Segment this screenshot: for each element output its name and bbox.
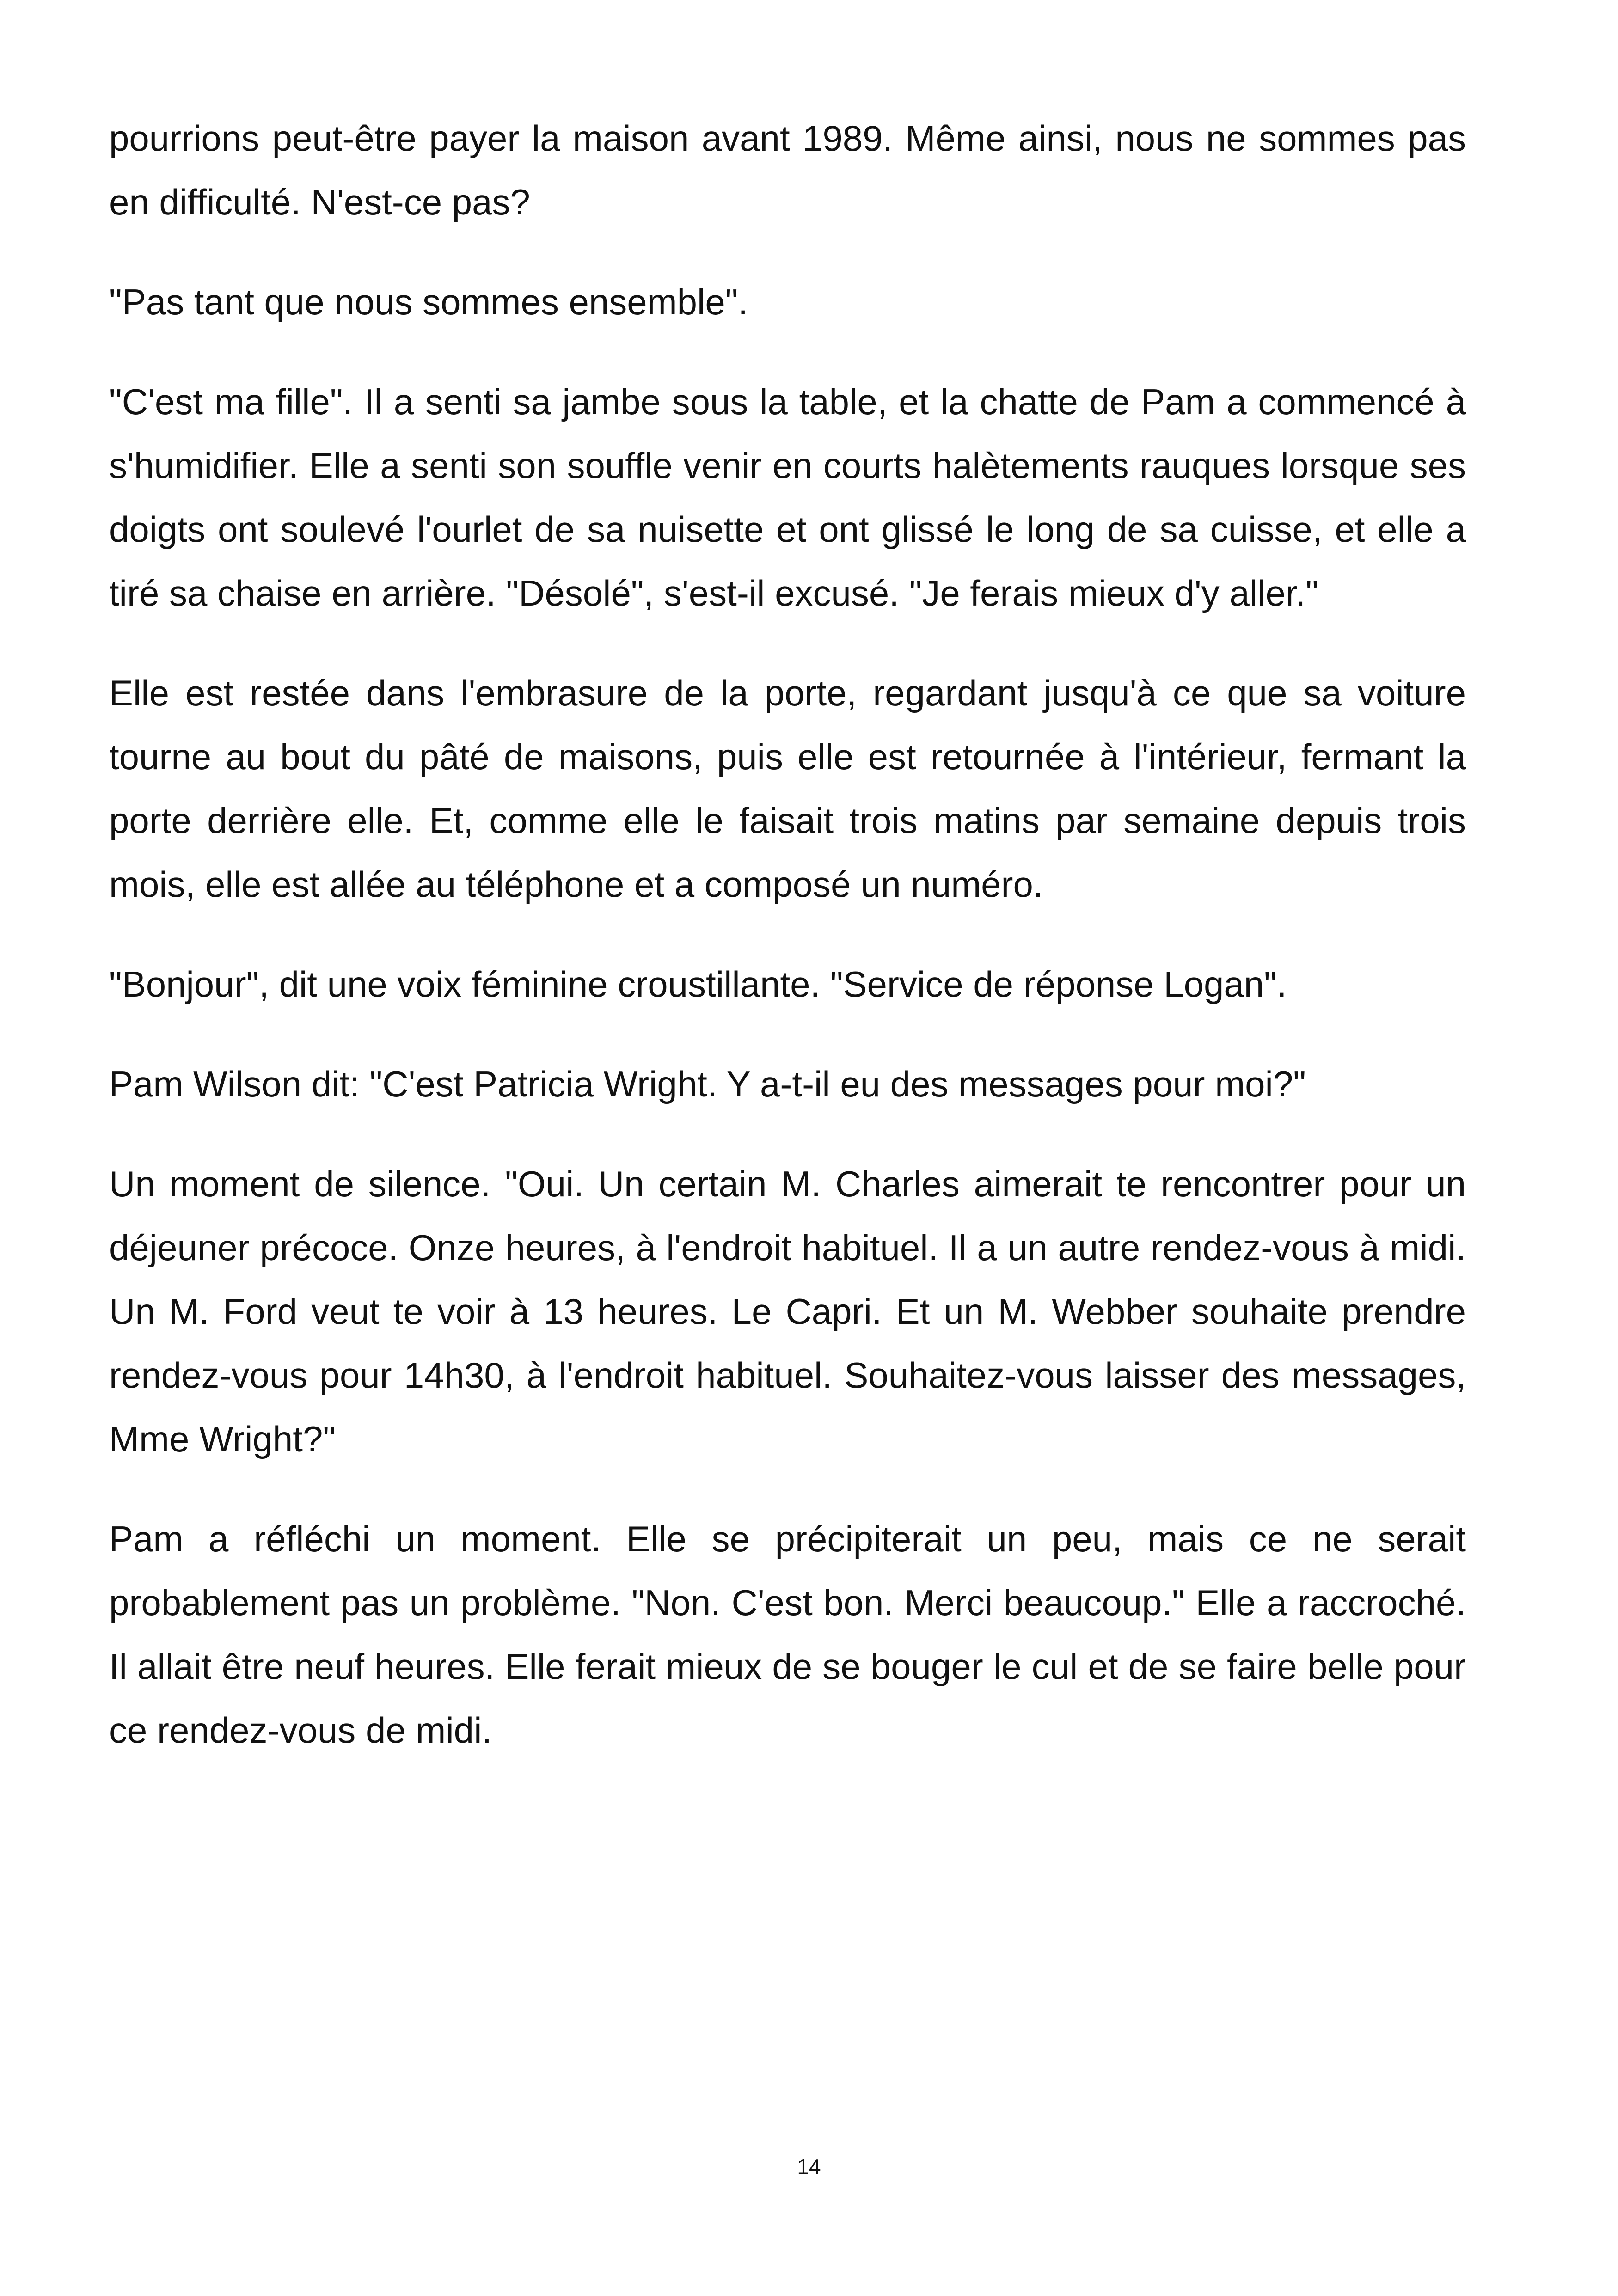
paragraph-2: "Pas tant que nous sommes ensemble". bbox=[109, 282, 748, 322]
paragraph-5: "Bonjour", dit une voix féminine croustillante. "Service de réponse Logan". bbox=[109, 964, 1287, 1004]
paragraph-4: Elle est restée dans l'embrasure de la porte, regardant jusqu'à ce que sa voiture tourne au bout du pâté de maisons, puis elle est retournée à l'intérieur, fermant la porte derrière elle. Et, comme elle le faisait trois matins par semaine depuis trois mois, elle est allée au téléphone et a composé un numéro. bbox=[109, 673, 1466, 905]
paragraph-6: Pam Wilson dit: "C'est Patricia Wright. Y a-t-il eu des messages pour moi?" bbox=[109, 1064, 1306, 1104]
paragraph-7: Un moment de silence. "Oui. Un certain M. Charles aimerait te rencontrer pour un déjeuner précoce. Onze heures, à l'endroit habituel. Il a un autre rendez-vous à midi. Un M. Ford veut te voir à 13 heures. Le Capri. Et un M. Webber souhaite prendre rendez-vous pour 14h30, à l'endroit habituel. Souhaitez-vous laisser des messages, Mme Wright?" bbox=[109, 1163, 1466, 1459]
paragraph-1: pourrions peut-être payer la maison avant 1989. Même ainsi, nous ne sommes pas en difficulté. N'est-ce pas? bbox=[109, 118, 1466, 222]
paragraph-3: "C'est ma fille". Il a senti sa jambe sous la table, et la chatte de Pam a commencé à s'humidifier. Elle a senti son souffle venir en courts halètements rauques lorsque ses doigts ont soulevé l'ourlet de sa nuisette et ont glissé le long de sa cuisse, et elle a tiré sa chaise en arrière. "Désolé", s'est-il excusé. "Je ferais mieux d'y aller." bbox=[109, 381, 1466, 613]
page-number: 14 bbox=[797, 2155, 821, 2179]
paragraph-8: Pam a réfléchi un moment. Elle se précipiterait un peu, mais ce ne serait probablement pas un problème. "Non. C'est bon. Merci beaucoup." Elle a raccroché. Il allait être neuf heures. Elle ferait mieux de se bouger le cul et de se faire belle pour ce rendez-vous de midi. bbox=[109, 1518, 1466, 1751]
body-text bbox=[109, 106, 1466, 1798]
